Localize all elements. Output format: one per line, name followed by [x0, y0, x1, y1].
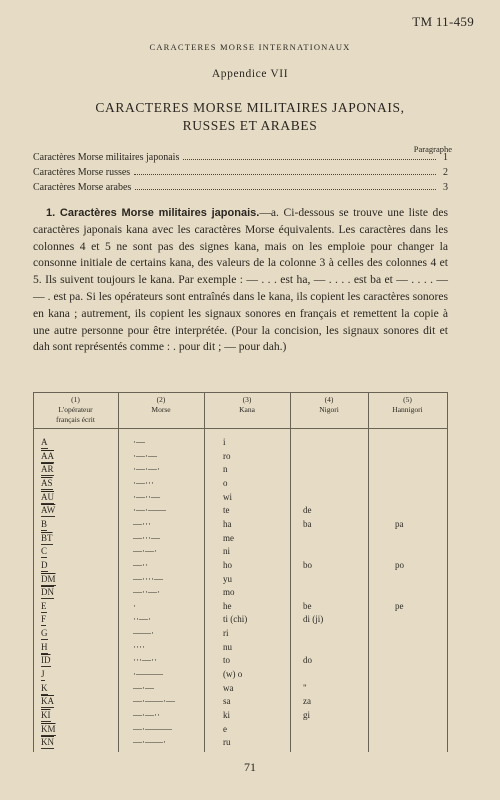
section-body [33, 205, 448, 356]
table-cell-nigori: gi [303, 710, 311, 720]
table-cell-op: $\overline{BT}$ [41, 532, 53, 543]
table-cell-kana: i [223, 437, 226, 447]
table-cell-morse: ·—··· [133, 477, 154, 488]
table-cell-kana: ni [223, 546, 231, 557]
table-cell-op: E [41, 600, 47, 611]
table-cell-kana: mo [223, 587, 235, 598]
morse-table [33, 392, 448, 752]
table-cell-op: $\overline{AS}$ [41, 477, 53, 488]
table-cell-nigori: ba [303, 518, 312, 529]
table-cell-morse: —·—· [133, 546, 157, 557]
table-cell-op: F [41, 614, 47, 625]
page-number: 71 [244, 760, 256, 774]
table-cell-morse: —···— [133, 532, 160, 543]
table-cell-morse: ·——— [133, 669, 163, 680]
appendix-heading: Appendice VII [211, 68, 289, 80]
table-cell-morse: ·—·—— [133, 505, 166, 516]
table-cell-op: $\overline{KN}$ [41, 737, 54, 748]
column-header-operator: (1) L'opérateur français écrit [56, 395, 95, 424]
table-cell-morse: —·· [133, 559, 148, 570]
table-cell-kana: o [223, 477, 228, 488]
table-cell-op: $\overline{KA}$ [41, 696, 54, 707]
document-number: TM 11-459 [412, 14, 474, 29]
table-cell-kana: ri [223, 628, 229, 639]
table-cell-op: $\overline{AU}$ [41, 491, 54, 502]
table-cell-kana: (w) o [223, 669, 243, 680]
table-cell-kana: me [223, 532, 234, 543]
table-cell-morse: ·—··— [133, 491, 160, 502]
table-cell-nigori: " [303, 682, 307, 693]
table-cell-op: $\overline{ID}$ [41, 655, 51, 666]
table-cell-op: G [41, 628, 48, 639]
toc-label: Caractères Morse militaires japonais [33, 152, 180, 163]
table-cell-op: A [41, 437, 48, 447]
table-cell-morse: —··—· [133, 587, 160, 598]
table-cell-morse: —·— [133, 682, 154, 693]
table-cell-kana: yu [223, 573, 232, 584]
table-cell-morse: ··—· [133, 614, 151, 625]
table-cell-kana: ki [223, 710, 231, 720]
table-cell-op: K [41, 682, 48, 693]
table-cell-kana: wi [223, 491, 232, 502]
column-header-nigori: (4) Nigori [319, 395, 339, 414]
column-header-morse: (2) Morse [151, 395, 171, 414]
table-cell-morse: —··· [133, 518, 151, 529]
table-cell-morse: —·——·— [133, 696, 175, 707]
table-cell-nigori: za [303, 696, 311, 707]
toc-label: Caractères Morse russes [33, 167, 131, 178]
table-cell-kana: nu [223, 641, 232, 652]
table-cell-morse: —·——· [133, 737, 166, 748]
table-cell-morse: ·— [133, 437, 145, 447]
table-cell-op: $\overline{KI}$ [41, 710, 51, 720]
table-cell-hannigori: pa [395, 518, 404, 529]
table-cell-kana: sa [223, 696, 231, 707]
table-cell-morse: —·—·· [133, 710, 160, 720]
table-cell-nigori: do [303, 655, 312, 666]
table-cell-hannigori: po [395, 559, 404, 570]
toc-number: 3 [443, 182, 448, 193]
table-cell-op: B [41, 518, 48, 529]
table-cell-morse: —····— [133, 573, 163, 584]
table-cell-hannigori: pe [395, 600, 404, 611]
table-cell-op: $\overline{DN}$ [41, 587, 54, 598]
table-cell-morse: · [133, 600, 136, 611]
table-cell-morse: ——· [133, 628, 154, 639]
toc-number: 2 [443, 167, 448, 178]
table-cell-kana: ru [223, 737, 231, 748]
table-cell-morse: ·—·— [133, 450, 157, 461]
page-title-line1: CARACTERES MORSE MILITAIRES JAPONAIS, [95, 100, 405, 115]
toc-label: Caractères Morse arabes [33, 182, 132, 193]
table-cell-op: J [41, 669, 45, 680]
table-cell-kana: to [223, 655, 231, 666]
table-cell-op: H [41, 641, 48, 652]
table-cell-kana: he [223, 600, 232, 611]
page-title-line2: RUSSES ET ARABES [182, 118, 318, 133]
table-cell-morse: ···—·· [133, 655, 157, 666]
column-header-kana: (3) Kana [239, 395, 255, 414]
table-cell-kana: ti (chi) [223, 614, 248, 625]
toc-number: 1 [443, 152, 448, 163]
table-cell-op: $\overline{DM}$ [41, 573, 56, 584]
table-cell-op: $\overline{AA}$ [41, 450, 54, 461]
table-cell-morse: ···· [133, 641, 145, 652]
table-cell-op: D [41, 559, 48, 570]
table-cell-morse: ·—·—· [133, 464, 160, 475]
table-cell-nigori: be [303, 600, 312, 611]
running-head: CARACTERES MORSE INTERNATIONAUX [149, 42, 351, 52]
table-cell-kana: ro [223, 450, 231, 461]
table-cell-kana: te [223, 505, 230, 516]
section-paragraph: —a. Ci-dessous se trouve une liste des caractères japonais kana avec les caractères Morse équivalents. Les caractères dans les colonnes 4 et 5 ne sont pas des signes kana, mais on les emploie pour changer la consonne initiale de certains kana, des valeurs de la colonne 3 à celles des colonnes 4 et 5. Ils suivent toujours le kana. Par exemple : — . . . est ha, — . . . . est ba et — . . . . — — . est pa. Si les opérateurs sont entraînés dans le kana, ils copient les caractères sonores en kana ; autrement, ils copient les signaux sonores en français et remettent la copie à une autre personne pour être interprétée. (Pour la concision, les signaux sonores dit et dah sont représentés comme : . pour dit ; — pour dah.) [33, 206, 448, 354]
table-cell-kana: ha [223, 518, 232, 529]
toc-paragraph-heading: Paragraphe [413, 144, 452, 154]
table-cell-nigori: de [303, 505, 312, 516]
toc-entry [33, 167, 448, 178]
column-header-hannigori: (5) Hannigori [392, 395, 423, 414]
table-cell-kana: n [223, 464, 228, 475]
toc-entry [33, 182, 448, 193]
table-cell-kana: wa [223, 682, 234, 693]
table-cell-morse: —·——— [133, 723, 172, 734]
table-cell-kana: e [223, 723, 227, 734]
table-cell-op: $\overline{AR}$ [41, 464, 54, 475]
table-cell-nigori: di (ji) [303, 614, 324, 625]
table-cell-kana: ho [223, 559, 232, 570]
table-cell-op: $\overline{KM}$ [41, 723, 56, 734]
table-cell-op: C [41, 546, 48, 557]
section-heading: 1. Caractères Morse militaires japonais. [46, 207, 260, 219]
table-cell-op: $\overline{AW}$ [41, 505, 56, 516]
table-cell-nigori: bo [303, 559, 312, 570]
toc-entry [33, 152, 448, 163]
